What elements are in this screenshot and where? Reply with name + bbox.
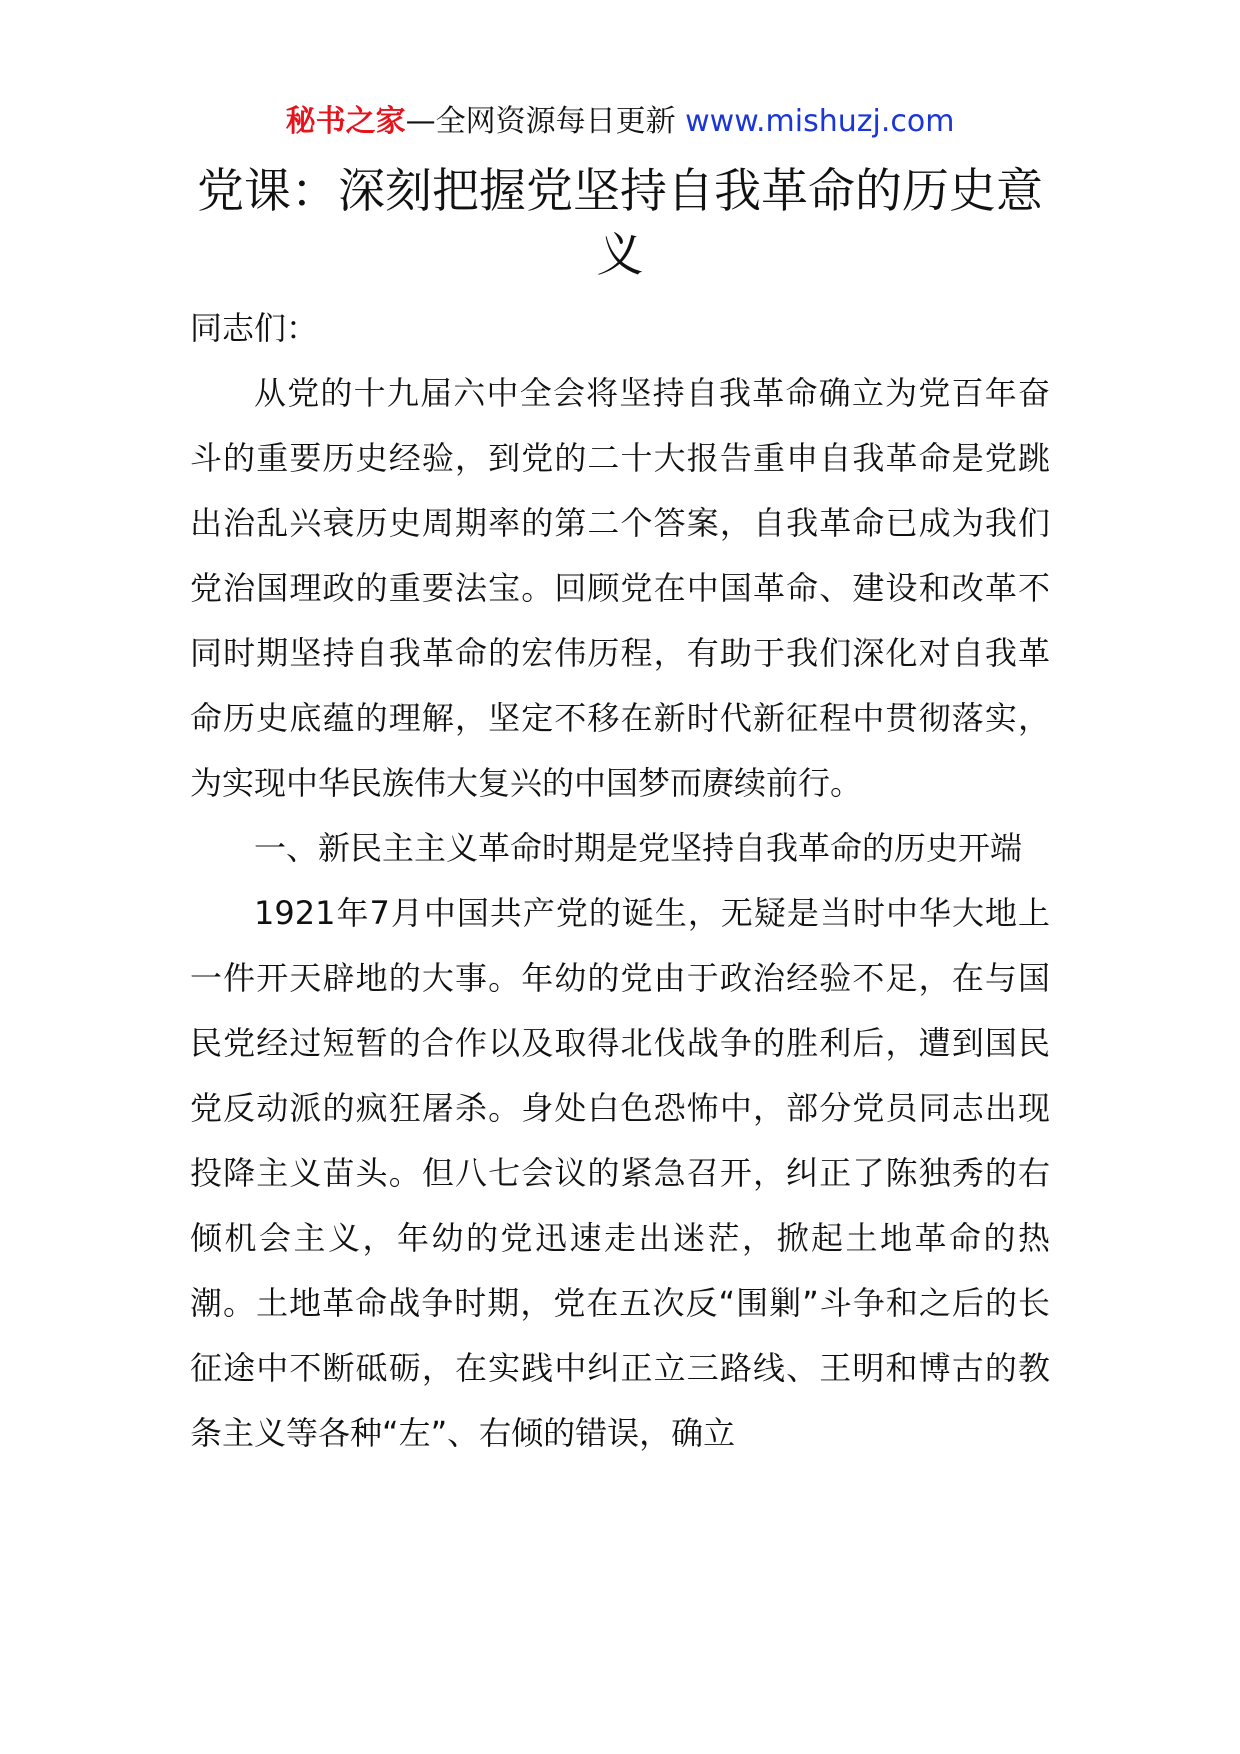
document-title: 党课：深刻把握党坚持自我革命的历史意义 bbox=[197, 164, 1043, 283]
greeting: 同志们： bbox=[190, 309, 319, 347]
site-brand: 秘书之家 bbox=[285, 104, 406, 139]
section-paragraph: 1921年7月中国共产党的诞生，无疑是当时中华大地上一件开天辟地的大事。年幼的党由于政治经验不足，在与国民党经过短暂的合作以及取得北伐战争的胜利后，遭到国民党反动派的疯狂屠杀。身处白色恐怖中，部分党员同志出现投降主义苗头。但八七会议的紧急召开，纠正了陈独秀的右倾机会主义，年幼的党迅速走出迷茫，掀起土地革命的热潮。土地革命战争时期，党在五次反“围剿”斗争和之后的长征途中不断砥砺，在实践中纠正立三路线、王明和博古的教条主义等各种“左”、右倾的错误，确立 bbox=[190, 894, 1050, 1452]
site-slogan: —全网资源每日更新 bbox=[405, 104, 676, 139]
site-header bbox=[0, 102, 1240, 142]
document-body bbox=[190, 296, 1050, 1466]
intro-paragraph: 从党的十九届六中全会将坚持自我革命确立为党百年奋斗的重要历史经验，到党的二十大报告重申自我革命是党跳出治乱兴衰历史周期率的第二个答案，自我革命已成为我们党治国理政的重要法宝。回顾党在中国革命、建设和改革不同时期坚持自我革命的宏伟历程，有助于我们深化对自我革命历史底蕴的理解，坚定不移在新时代新征程中贯彻落实，为实现中华民族伟大复兴的中国梦而赓续前行。 bbox=[190, 374, 1050, 802]
site-url-link[interactable]: www.mishuzj.com bbox=[685, 104, 955, 139]
section-heading: 一、新民主主义革命时期是党坚持自我革命的历史开端 bbox=[254, 829, 1023, 867]
